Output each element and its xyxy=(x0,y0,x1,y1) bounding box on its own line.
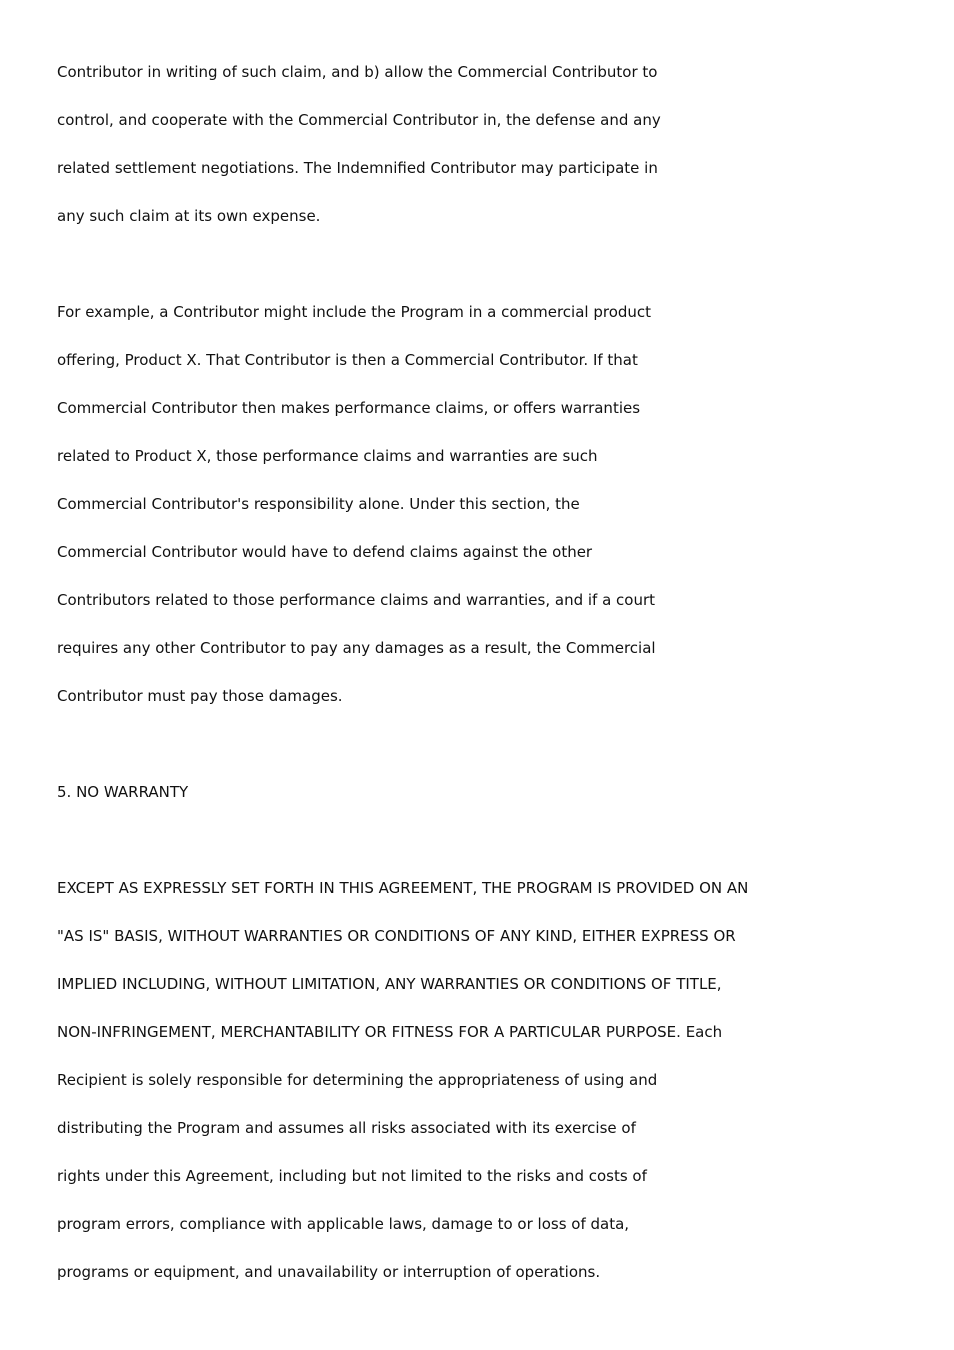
text-line: related settlement negotiations. The Indemnified Contributor may participate in xyxy=(57,159,658,177)
paragraph-spacer xyxy=(57,729,937,777)
text-line: any such claim at its own expense. xyxy=(57,207,321,225)
text-line: rights under this Agreement, including but not limited to the risks and costs of xyxy=(57,1167,647,1185)
text-line: programs or equipment, and unavailability or interruption of operations. xyxy=(57,1263,601,1281)
text-line: IMPLIED INCLUDING, WITHOUT LIMITATION, ANY WARRANTIES OR CONDITIONS OF TITLE, xyxy=(57,975,722,993)
text-line: control, and cooperate with the Commercial Contributor in, the defense and any xyxy=(57,111,661,129)
document-page xyxy=(57,57,937,1305)
text-line: NON-INFRINGEMENT, MERCHANTABILITY OR FITNESS FOR A PARTICULAR PURPOSE. Each xyxy=(57,1023,723,1041)
text-line: Recipient is solely responsible for determining the appropriateness of using and xyxy=(57,1071,658,1089)
text-line: EXCEPT AS EXPRESSLY SET FORTH IN THIS AGREEMENT, THE PROGRAM IS PROVIDED ON AN xyxy=(57,879,749,897)
text-line: Contributor in writing of such claim, and b) allow the Commercial Contributor to xyxy=(57,63,658,81)
text-line: related to Product X, those performance claims and warranties are such xyxy=(57,447,598,465)
text-line: Commercial Contributor would have to defend claims against the other xyxy=(57,543,593,561)
paragraph-no-warranty xyxy=(57,873,937,1305)
paragraph-indemnification-continued xyxy=(57,57,937,249)
section-heading: 5. NO WARRANTY xyxy=(57,783,189,801)
paragraph-spacer xyxy=(57,825,937,873)
text-line: offering, Product X. That Contributor is then a Commercial Contributor. If that xyxy=(57,351,638,369)
text-line: distributing the Program and assumes all risks associated with its exercise of xyxy=(57,1119,636,1137)
text-line: "AS IS" BASIS, WITHOUT WARRANTIES OR CONDITIONS OF ANY KIND, EITHER EXPRESS OR xyxy=(57,927,736,945)
paragraph-example xyxy=(57,297,937,729)
text-line: Contributors related to those performance claims and warranties, and if a court xyxy=(57,591,656,609)
text-line: requires any other Contributor to pay any damages as a result, the Commercial xyxy=(57,639,656,657)
text-line: program errors, compliance with applicable laws, damage to or loss of data, xyxy=(57,1215,630,1233)
text-line: For example, a Contributor might include the Program in a commercial product xyxy=(57,303,652,321)
text-line: Contributor must pay those damages. xyxy=(57,687,343,705)
text-line: Commercial Contributor's responsibility alone. Under this section, the xyxy=(57,495,580,513)
paragraph-spacer xyxy=(57,249,937,297)
text-line: Commercial Contributor then makes performance claims, or offers warranties xyxy=(57,399,641,417)
